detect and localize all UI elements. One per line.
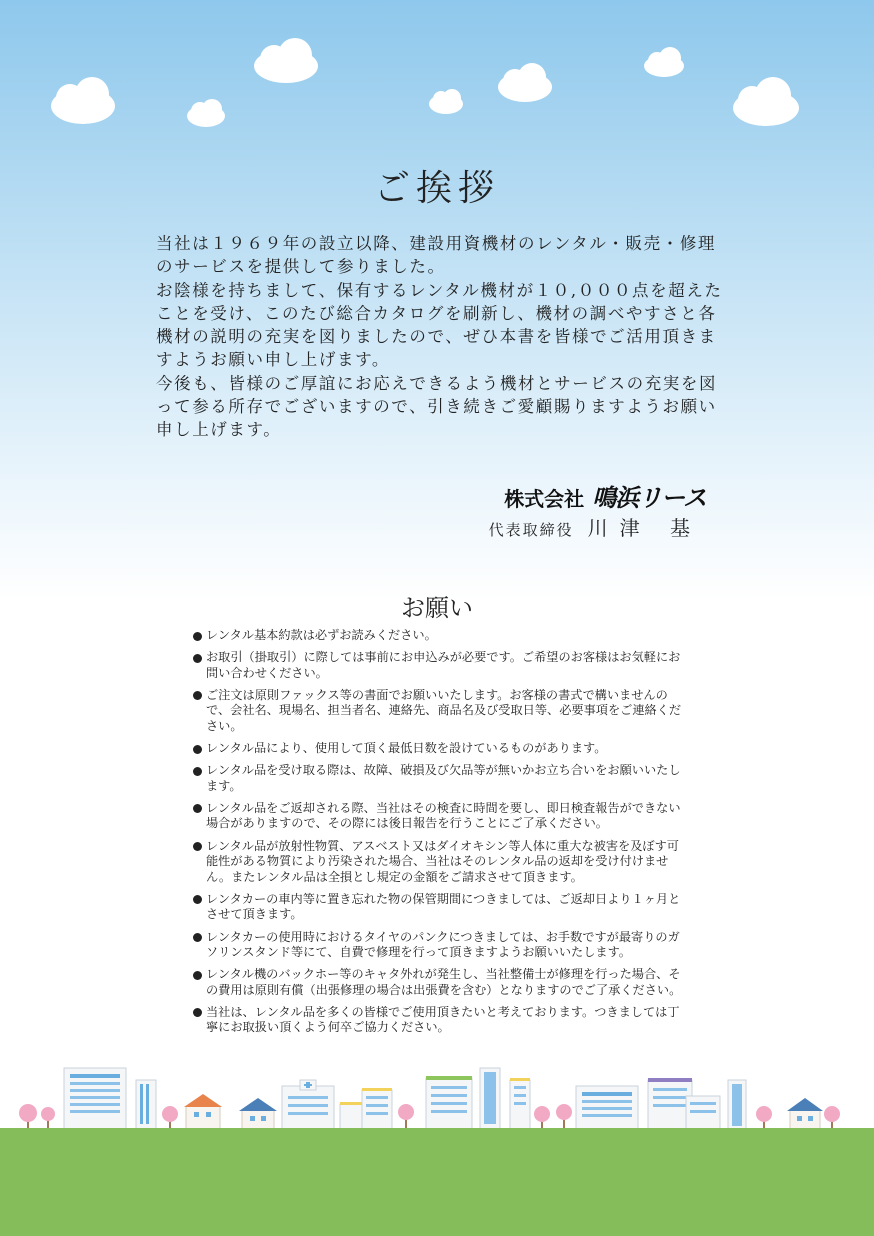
representative-name: 川津 基: [587, 516, 702, 540]
house: [787, 1098, 823, 1130]
tree: [41, 1107, 55, 1130]
cloud: [644, 47, 684, 77]
hospital: [282, 1080, 334, 1130]
clouds-decoration: [0, 0, 874, 160]
building: [648, 1078, 720, 1130]
building: [136, 1080, 156, 1130]
requests-list: [192, 628, 690, 1043]
building: [340, 1088, 392, 1130]
company-signature: [504, 478, 706, 513]
greeting-paragraph: 当社は１９６９年の設立以降、建設用資機材のレンタル・販売・修理のサービスを提供して参りました。: [156, 234, 717, 277]
request-item: レンタル品を受け取る際は、故障、破損及び欠品等が無いかお立ち合いをお願いいたします。: [192, 763, 690, 794]
greeting-message: [156, 232, 726, 442]
representative: [489, 512, 702, 541]
building: [576, 1086, 638, 1130]
building: [426, 1076, 472, 1130]
greeting-paragraph: 今後も、皆様のご厚誼にお応えできるよう機材とサービスの充実を図って参る所存でございますので、引き続きご愛顧賜りますようお願い申し上げます。: [156, 373, 718, 440]
tree: [162, 1106, 178, 1130]
cloud: [498, 63, 552, 102]
request-item: レンタル品をご返却される際、当社はその検査に時間を要し、即日検査報告ができない場合がありますので、その際には後日報告を行うことにご了承ください。: [192, 801, 690, 832]
tree: [534, 1106, 550, 1130]
request-item: レンタル基本約款は必ずお読みください。: [192, 628, 690, 644]
greeting-paragraph: お陰様を持ちまして、保有するレンタル機材が１０,０００点を超えたことを受け、このたび総合カタログを刷新し、機材の調べやすさと各機材の説明の充実を図りましたので、ぜひ本書を皆様でご活用頂きますようお願い申し上げます。: [156, 280, 723, 370]
grass-ground: [0, 1128, 874, 1236]
cloud: [429, 89, 463, 114]
company-logo: 鳴浜リース: [592, 484, 706, 512]
cloud: [187, 99, 225, 127]
building: [480, 1068, 500, 1130]
building: [64, 1068, 126, 1130]
request-item: レンタル品により、使用して頂く最低日数を設けているものがあります。: [192, 741, 690, 757]
request-item: レンタル機のバックホー等のキャタ外れが発生し、当社整備士が修理を行った場合、その費用は原則有償（出張修理の場合は出張費を含む）となりますのでご了承ください。: [192, 967, 690, 998]
request-item: ご注文は原則ファックス等の書面でお願いいたします。お客様の書式で構いませんので、会社名、現場名、担当者名、連絡先、商品名及び受取日等、必要事項をご連絡ください。: [192, 688, 690, 735]
requests-heading: お願い: [401, 594, 473, 622]
building: [728, 1080, 746, 1130]
company-prefix: 株式会社: [504, 487, 585, 511]
cloud: [51, 77, 115, 124]
tree: [398, 1104, 414, 1130]
tree: [556, 1104, 572, 1130]
house: [184, 1094, 222, 1130]
house: [239, 1098, 277, 1130]
request-item: レンタカーの使用時におけるタイヤのパンクにつきましては、お手数ですが最寄りのガソリンスタンド等にて、自費で修理を行って頂きますようお願いいたします。: [192, 930, 690, 961]
page-title: ご挨拶: [373, 168, 500, 209]
tree: [756, 1106, 772, 1130]
building: [510, 1078, 530, 1130]
representative-title: 代表取締役: [488, 521, 574, 539]
town-skyline-illustration: [0, 1060, 874, 1236]
request-item: レンタル品が放射性物質、アスベスト又はダイオキシン等人体に重大な被害を及ぼす可能性がある物質により汚染された場合、当社はそのレンタル品の返却を受け付けません。またレンタル品は全損とし規定の金額をご請求させて頂きます。: [192, 839, 690, 886]
tree: [824, 1106, 840, 1130]
request-item: お取引（掛取引）に際しては事前にお申込みが必要です。ご希望のお客様はお気軽にお問い合わせください。: [192, 650, 690, 681]
cloud: [733, 77, 799, 126]
request-item: 当社は、レンタル品を多くの皆様でご使用頂きたいと考えております。つきましては丁寧にお取扱い頂くよう何卒ご協力ください。: [192, 1005, 690, 1036]
request-item: レンタカーの車内等に置き忘れた物の保管期間につきましては、ご返却日より１ヶ月とさせて頂きます。: [192, 892, 690, 923]
tree: [19, 1104, 37, 1130]
cloud: [254, 38, 318, 83]
